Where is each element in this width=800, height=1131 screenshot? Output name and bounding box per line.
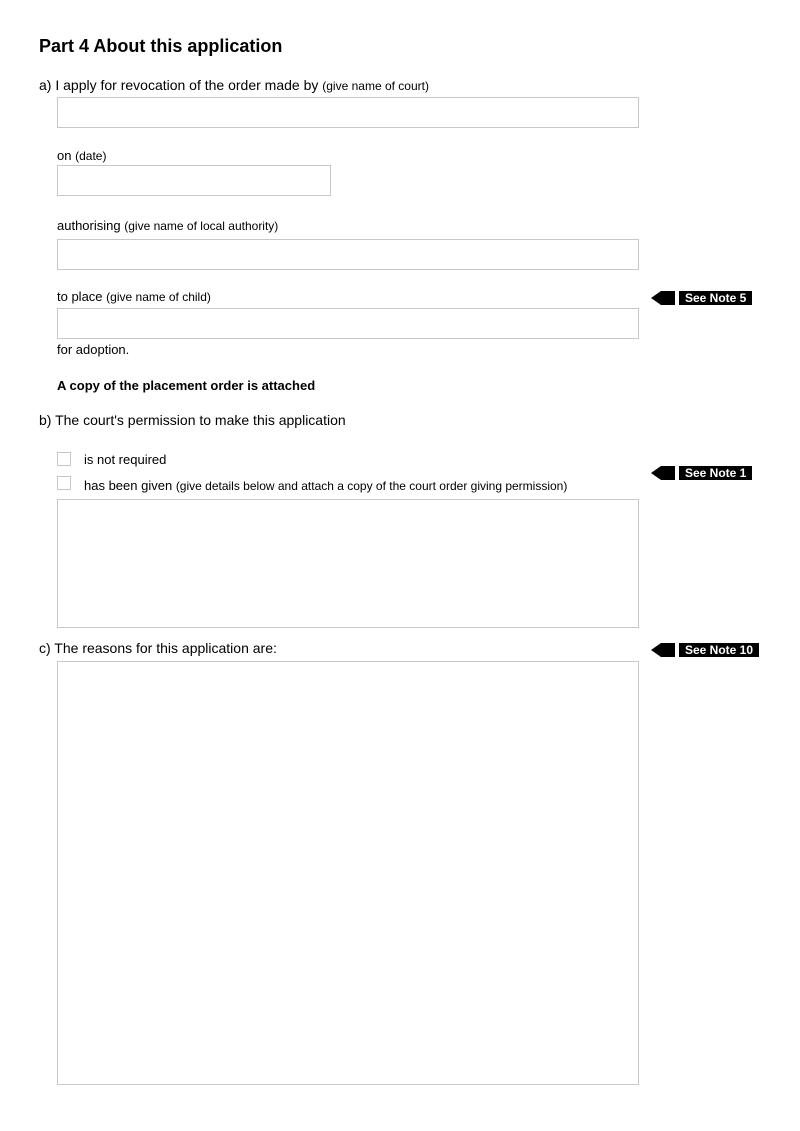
see-note-10-label: See Note 10 [679,643,759,657]
for-adoption-text: for adoption. [57,342,130,357]
authority-label: authorising [57,218,121,233]
date-hint: (date) [75,149,107,163]
note-pointer-icon [651,643,661,657]
court-name-field[interactable] [57,97,639,128]
permission-given-label: has been given [84,478,173,493]
authority-hint: (give name of local authority) [124,219,279,233]
section-b-label: b) The court's permission to make this application [39,412,346,428]
not-required-checkbox[interactable] [57,452,71,466]
note-pointer-icon [651,466,661,480]
permission-given-hint: (give details below and attach a copy of the court order giving permission) [175,479,568,493]
permission-given-checkbox[interactable] [57,476,71,490]
child-hint: (give name of child) [106,290,211,304]
page-title: Part 4 About this application [39,36,283,56]
date-field[interactable] [57,165,331,196]
see-note-1-tag[interactable] [651,466,752,480]
section-c-label: c) The reasons for this application are: [39,640,277,656]
reasons-field[interactable] [57,661,639,1085]
date-label: on [57,148,72,163]
placement-order-attached-text: A copy of the placement order is attached [57,378,316,393]
see-note-10-tag[interactable] [651,643,759,657]
see-note-1-label: See Note 1 [679,466,752,480]
local-authority-field[interactable] [57,239,639,270]
not-required-label: is not required [84,452,167,467]
note-pointer-icon [651,291,661,305]
child-name-field[interactable] [57,308,639,339]
see-note-5-tag[interactable] [651,291,752,305]
section-a-label: a) I apply for revocation of the order made by [39,77,319,93]
section-a-question [39,76,429,95]
see-note-5-label: See Note 5 [679,291,752,305]
permission-details-field[interactable] [57,499,639,628]
date-question [57,147,106,165]
authority-question [57,217,278,235]
section-a-hint: (give name of court) [322,79,429,93]
permission-given-question [84,477,567,495]
child-label: to place [57,289,103,304]
child-question [57,288,211,306]
